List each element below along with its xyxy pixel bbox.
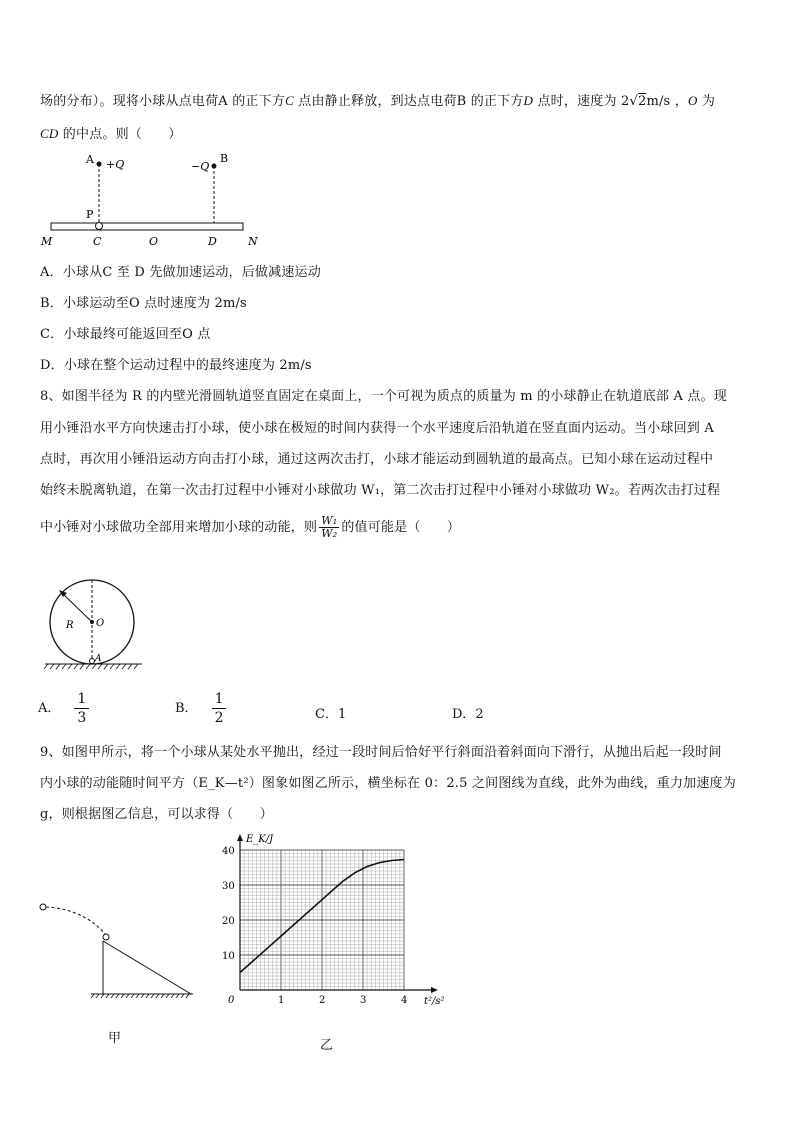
ball-a bbox=[90, 659, 95, 664]
label-n: N bbox=[248, 235, 258, 248]
q7-var-c: C bbox=[285, 93, 294, 108]
x-axis-label: t²/s² bbox=[424, 996, 445, 1007]
q8-stem-line-4: 始终未脱离轨道，在第一次击打过程中小锤对小球做功 W₁，第二次击打过程中小锤对小球做功 W₂。若两次击打过程 bbox=[40, 483, 721, 498]
q7-text: 点由静止释放，到达点电荷B 的正下方 bbox=[293, 94, 524, 109]
x-tick-label: 3 bbox=[360, 995, 367, 1006]
q7-figure bbox=[36, 148, 266, 250]
label-minus-q: −Q bbox=[191, 160, 210, 173]
caption-yi: 乙 bbox=[320, 1038, 334, 1053]
rod bbox=[51, 223, 243, 230]
q7-text: 的中点。则（ ） bbox=[58, 127, 182, 142]
fraction-denominator: 2 bbox=[214, 710, 224, 727]
q8-stem-line-1: 8、如图半径为 R 的内壁光滑圆轨道竖直固定在桌面上，一个可视为质点的质量为 m 的小球静止在轨道底部 A 点。现 bbox=[40, 389, 727, 404]
radius-line bbox=[62, 593, 92, 622]
q7-text: 点时，速度为 2 bbox=[533, 94, 630, 109]
x-tick-label: 1 bbox=[278, 995, 285, 1006]
label-b: B bbox=[220, 152, 229, 165]
q9-figure-jia bbox=[36, 895, 201, 1005]
q8-stem-line-5 bbox=[40, 515, 460, 540]
q9-chart-yi bbox=[212, 828, 457, 1028]
q9-stem-line-3: g，则根据图乙信息，可以求得（ ） bbox=[40, 807, 273, 822]
sqrt-symbol: √ bbox=[629, 94, 638, 109]
q8-figure bbox=[40, 575, 150, 670]
q8-stem-line-3: 点时，再次用小锤沿运动方向击打小球，通过这两次击打，小球才能运动到圆轨道的最高点。已知小球在运动过程中 bbox=[40, 452, 714, 467]
x-axis-arrow bbox=[431, 987, 438, 993]
y-tick-label: 40 bbox=[222, 846, 235, 857]
ball-p bbox=[96, 223, 103, 230]
w-ratio-fraction bbox=[319, 515, 339, 540]
q7-option-b: B．小球运动至O 点时速度为 2m/s bbox=[40, 296, 247, 311]
q7-option-c: C．小球最终可能返回至O 点 bbox=[40, 327, 211, 342]
launch-ball bbox=[40, 904, 46, 910]
choice-letter: B． bbox=[175, 701, 198, 717]
fraction-numerator: W₁ bbox=[321, 514, 338, 527]
choice-letter: A． bbox=[38, 701, 61, 717]
label-o: O bbox=[149, 235, 159, 248]
q7-stem-line-2 bbox=[40, 123, 182, 142]
chart-grid bbox=[240, 850, 404, 990]
q9-stem-line-1: 9、如图甲所示，将一个小球从某处水平抛出，经过一段时间后恰好平行斜面沿着斜面向下滑行，从抛出后起一段时间 bbox=[40, 745, 722, 760]
ground-hatching bbox=[91, 994, 189, 998]
q7-stem-line-1 bbox=[40, 90, 715, 109]
q7-option-d: D．小球在整个运动过程中的最终速度为 2m/s bbox=[40, 358, 312, 373]
fraction-numerator: 1 bbox=[74, 690, 89, 709]
q7-text: 为 bbox=[697, 94, 716, 109]
q8-choice-d: D．2 bbox=[452, 707, 484, 722]
q8-stem-line-2: 用小锤沿水平方向快速击打小球，使小球在极短的时间内获得一个水平速度后沿轨道在竖直面内运动。当小球回到 A bbox=[40, 421, 714, 436]
y-tick-label: 20 bbox=[222, 916, 235, 927]
label-o: O bbox=[96, 618, 105, 629]
label-c: C bbox=[93, 235, 102, 248]
x-tick-label: 0 bbox=[228, 995, 235, 1006]
fraction-denominator: 3 bbox=[77, 710, 87, 727]
q7-text: 场的分布）。现将小球从点电荷A 的正下方 bbox=[40, 94, 286, 109]
label-d: D bbox=[208, 235, 217, 248]
q8-text: 中小锤对小球做功全部用来增加小球的动能，则 bbox=[40, 520, 318, 536]
q7-var-o: O bbox=[687, 93, 698, 108]
x-tick-label: 4 bbox=[401, 995, 408, 1006]
ball-on-incline bbox=[103, 934, 109, 940]
choice-fraction bbox=[212, 690, 227, 727]
x-tick-label: 2 bbox=[319, 995, 326, 1006]
label-p: P bbox=[86, 208, 94, 221]
y-axis-arrow bbox=[237, 834, 243, 841]
q7-unit: m/s ， bbox=[646, 94, 688, 109]
q9-stem-line-2: 内小球的动能随时间平方（E_K—t²）图象如图乙所示，横坐标在 0：2.5 之间图线为直线，此外为曲线，重力加速度为 bbox=[40, 776, 736, 791]
caption-jia: 甲 bbox=[108, 1031, 122, 1046]
q7-var-cd: CD bbox=[40, 126, 59, 141]
choice-fraction bbox=[74, 690, 89, 727]
q8-choice-b bbox=[175, 690, 226, 727]
label-m: M bbox=[41, 235, 53, 248]
label-plus-q: +Q bbox=[106, 158, 125, 171]
incline-slope bbox=[103, 941, 191, 994]
charge-b-dot bbox=[212, 164, 217, 169]
q8-text: 的值可能是（ ） bbox=[341, 520, 461, 536]
fraction-denominator: W₂ bbox=[321, 527, 338, 541]
q8-choice-a bbox=[38, 690, 89, 727]
label-r: R bbox=[66, 620, 74, 631]
q7-option-a: A．小球从C 至 D 先做加速运动，后做减速运动 bbox=[40, 265, 321, 280]
y-axis-label: E_K/J bbox=[246, 834, 274, 845]
center-dot bbox=[90, 620, 94, 624]
label-a: A bbox=[95, 654, 102, 664]
y-tick-label: 10 bbox=[222, 951, 235, 962]
sqrt-radicand: 2 bbox=[637, 94, 647, 109]
trajectory-dashed bbox=[46, 907, 106, 935]
label-a: A bbox=[86, 153, 94, 166]
q7-var-d: D bbox=[523, 93, 534, 108]
fraction-numerator: 1 bbox=[212, 690, 227, 709]
charge-a-dot bbox=[97, 162, 102, 167]
table-hatching bbox=[44, 664, 138, 669]
y-tick-label: 30 bbox=[222, 881, 235, 892]
q8-choice-c: C．1 bbox=[315, 707, 347, 722]
